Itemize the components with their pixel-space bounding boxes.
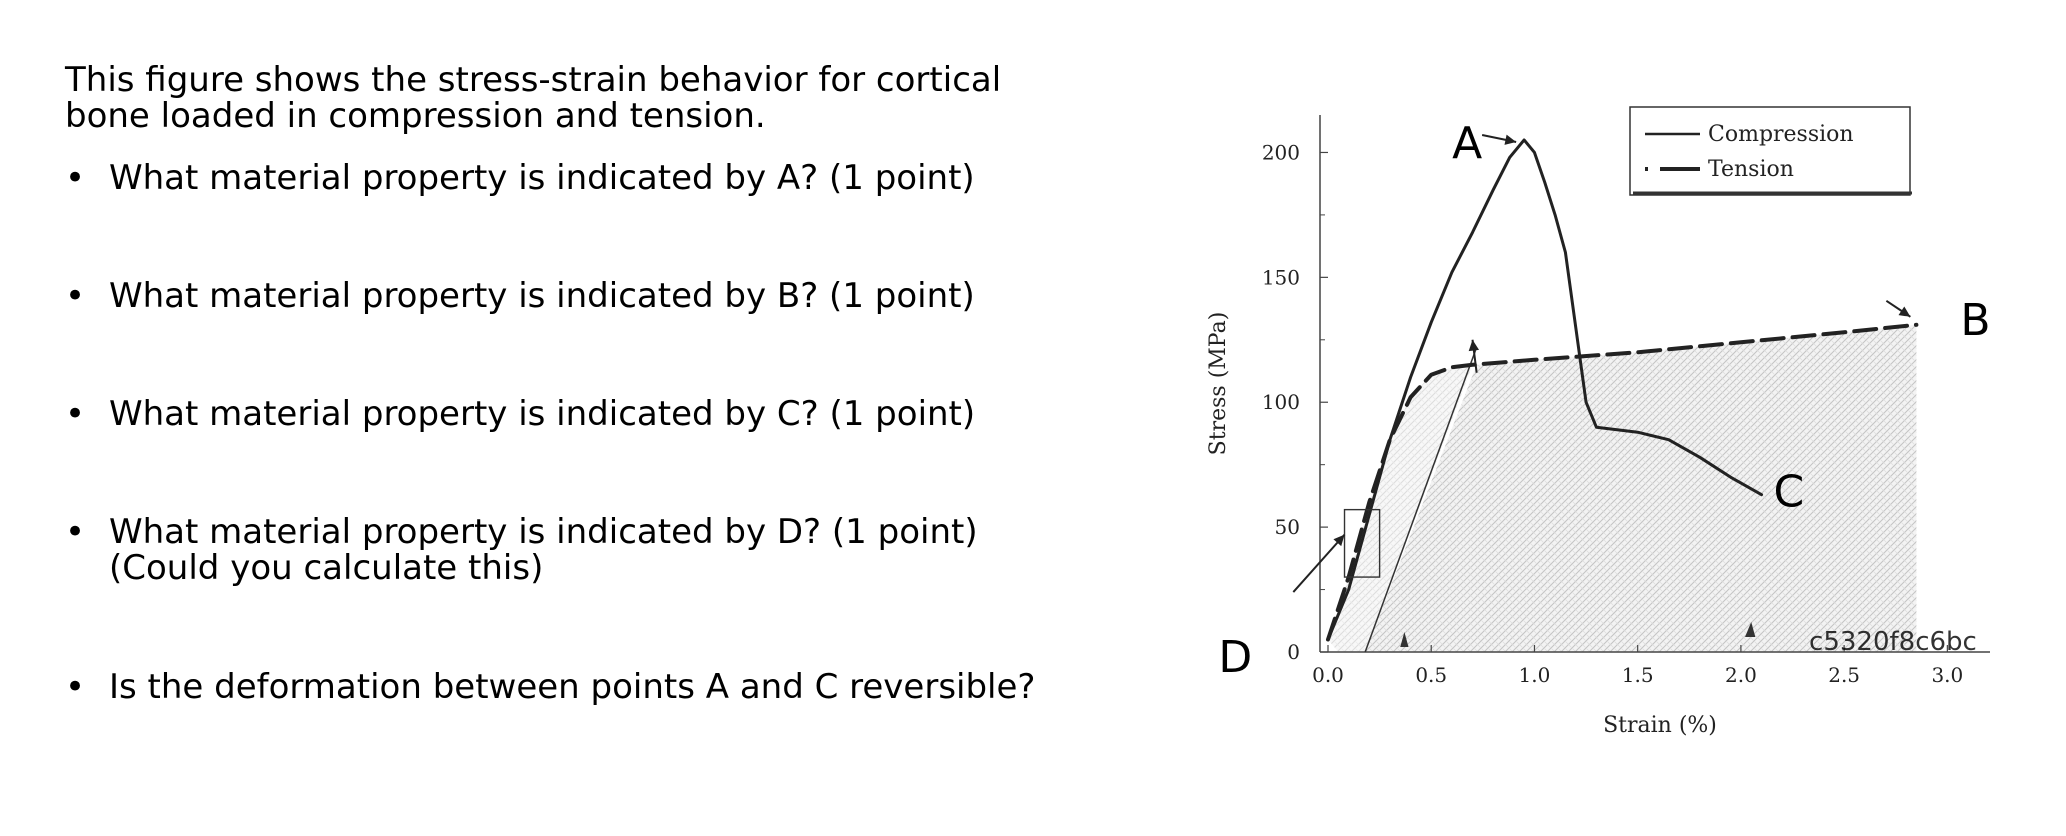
- x-tick-label: 2.5: [1828, 663, 1861, 687]
- question-text: What material property is indicated by B? (1 point): [109, 276, 975, 316]
- callout-a: A: [1452, 117, 1483, 169]
- x-tick-label: 1.5: [1621, 663, 1654, 687]
- y-tick-label: 150: [1261, 265, 1300, 290]
- bullet: •: [65, 276, 86, 316]
- callout-b: B: [1960, 294, 1991, 346]
- y-tick-label: 200: [1261, 140, 1300, 165]
- question-item: [65, 396, 975, 432]
- arrow-a-head: [1504, 135, 1516, 145]
- x-tick-label: 2.0: [1724, 663, 1757, 687]
- bullet: •: [65, 512, 86, 552]
- y-tick-label: 50: [1274, 515, 1300, 540]
- stress-strain-chart: [1180, 95, 2040, 755]
- question-subtext: (Could you calculate this): [109, 548, 544, 588]
- callout-c: C: [1773, 466, 1805, 518]
- arrow-b-head: [1899, 306, 1911, 316]
- x-tick-label: 0.5: [1415, 663, 1448, 687]
- question-text: What material property is indicated by C? (1 point): [109, 394, 976, 434]
- x-axis-label: Strain (%): [1603, 713, 1717, 738]
- slide-text: [65, 60, 1045, 707]
- y-tick-label: 0: [1287, 640, 1300, 664]
- legend: [1630, 107, 1912, 195]
- arrow-d: [1293, 535, 1344, 592]
- question-text: Is the deformation between points A and C reversible?: [109, 667, 1036, 707]
- x-tick-label: 0.0: [1312, 663, 1344, 687]
- question-item: [65, 514, 978, 586]
- y-axis-label: Stress (MPa): [1206, 311, 1231, 456]
- legend-label-compression: Compression: [1708, 122, 1854, 147]
- stress-strain-figure: [1180, 95, 2040, 755]
- watermark: c5320f8c6bc: [1809, 627, 1977, 657]
- legend-label-tension: Tension: [1708, 157, 1794, 182]
- x-tick-label: 3.0: [1931, 663, 1964, 687]
- question-text: What material property is indicated by D? (1 point): [109, 512, 978, 552]
- question-item: [65, 160, 975, 196]
- bullet: •: [65, 158, 86, 198]
- intro-text: This figure shows the stress-strain behavior for cortical bone loaded in compression and tension.: [65, 60, 1002, 136]
- question-text: What material property is indicated by A? (1 point): [109, 158, 975, 198]
- bullet: •: [65, 667, 86, 707]
- question-item: [65, 669, 1035, 705]
- bullet: •: [65, 394, 86, 434]
- callout-d: D: [1218, 632, 1253, 684]
- x-tick-label: 1.0: [1518, 663, 1551, 687]
- question-item: [65, 278, 975, 314]
- arrow-offset-head: [1469, 340, 1479, 351]
- y-tick-label: 100: [1261, 390, 1300, 415]
